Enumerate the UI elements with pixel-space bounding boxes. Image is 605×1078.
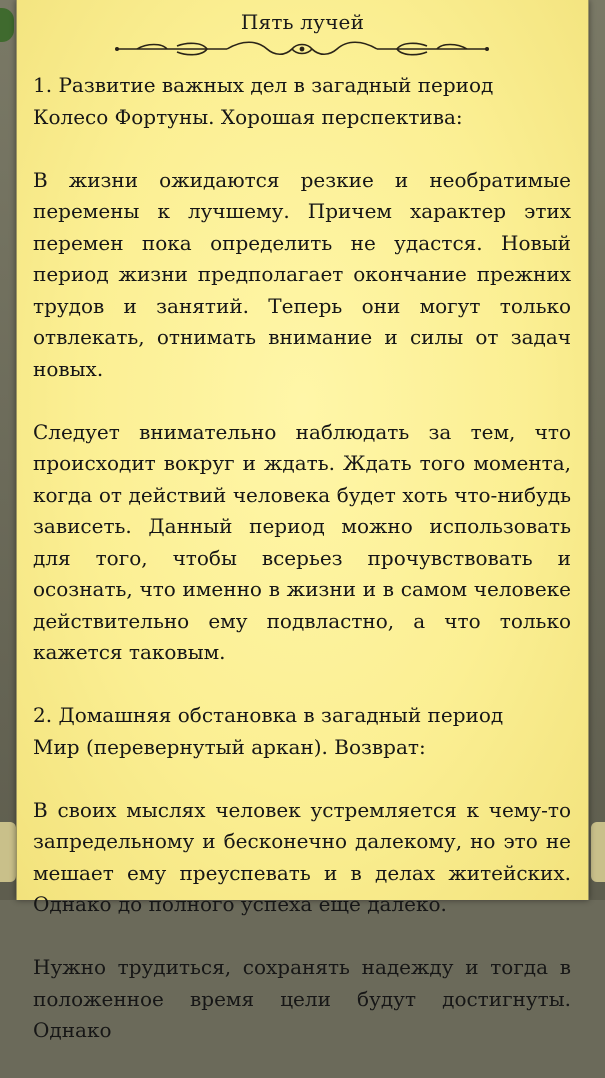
section-2-paragraph-2: Нужно трудиться, сохранять надежду и тогда в положенное время цели будут достигнуты. Однако xyxy=(33,955,571,1042)
section-heading-2-line-2: Мир (перевернутый аркан). Возврат: xyxy=(33,734,426,759)
section-1-paragraph-1: В жизни ожидаются резкие и необратимые перемены к лучшему. Причем характер этих перемен пока определить не удастся. Новый период жизни предполагает окончание прежних трудов и занятий. Теперь они могут только отвлекать, отнимать внимание и силы от задач новых. xyxy=(33,167,571,381)
section-heading-2-line-1: 2. Домашняя обстановка в загадный период xyxy=(33,703,504,727)
dialog-title: Пять лучей xyxy=(240,10,365,34)
section-1-paragraph-2: Следует внимательно наблюдать за тем, что происходит вокруг и ждать. Ждать того момента, когда от действий человека будет хоть что-нибудь зависеть. Данный период можно использовать для того, чтобы всерьез прочувствовать и осознать, что именно в жизни и в самом человеке действительно ему подвластно, а что только кажется таковым. xyxy=(33,419,571,664)
dialog-content xyxy=(33,70,571,1078)
section-2-paragraph-1: В своих мыслях человек устремляется к чему-то запредельному и бесконечно далекому, но это не мешает ему преуспевать и в делах житейских. Однако до полного успеха еще далеко. xyxy=(33,797,571,916)
reading-dialog[interactable] xyxy=(16,0,589,1042)
section-heading-1-line-1: 1. Развитие важных дел в загадный период xyxy=(33,73,494,97)
background-panel-edge-right xyxy=(591,822,605,882)
section-heading-2 xyxy=(33,700,571,763)
ornament-divider-icon xyxy=(107,38,497,60)
section-heading-1 xyxy=(33,70,571,133)
section-heading-1-line-2: Колесо Фортуны. Хорошая перспектива: xyxy=(33,104,463,129)
background-panel-edge-left xyxy=(0,822,16,882)
